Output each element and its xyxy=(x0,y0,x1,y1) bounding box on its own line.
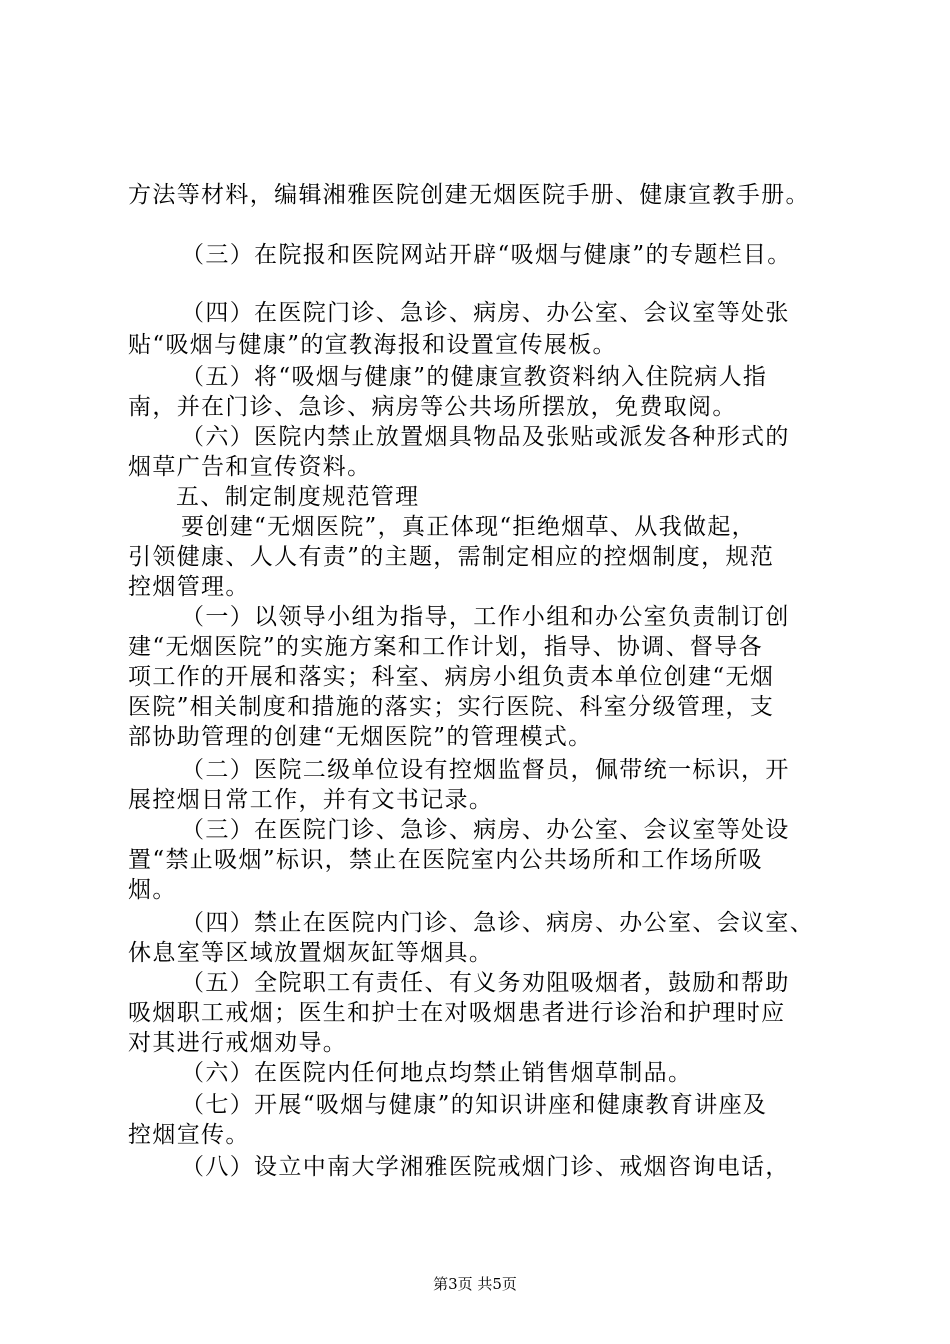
text-line: （六）医院内禁止放置烟具物品及张贴或派发各种形式的 xyxy=(181,424,790,450)
text-line: 建“无烟医院”的实施方案和工作计划，指导、协调、督导各 xyxy=(128,634,763,660)
text-line: （六）在医院内任何地点均禁止销售烟草制品。 xyxy=(181,1060,693,1086)
section-heading: 五、制定制度规范管理 xyxy=(176,484,420,510)
text-line: （五）将“吸烟与健康”的健康宣教资料纳入住院病人指 xyxy=(181,364,768,390)
text-line: （三）在医院门诊、急诊、病房、办公室、会议室等处设 xyxy=(181,817,790,843)
text-line: （八）设立中南大学湘雅医院戒烟门诊、戒烟咨询电话， xyxy=(181,1154,790,1180)
text-line: 烟草广告和宣传资料。 xyxy=(128,454,372,480)
text-line: 对其进行戒烟劝导。 xyxy=(128,1030,348,1056)
text-line: 控烟管理。 xyxy=(128,574,250,600)
text-line: 烟。 xyxy=(128,877,177,903)
text-line: 展控烟日常工作，并有文书记录。 xyxy=(128,787,494,813)
page-number-footer: 第3页 共5页 xyxy=(433,1275,517,1293)
text-line: （四）禁止在医院内门诊、急诊、病房、办公室、会议室、 xyxy=(181,910,815,936)
text-line: 要创建“无烟医院”，真正体现“拒绝烟草、从我做起， xyxy=(181,514,757,540)
text-line: （五）全院职工有责任、有义务劝阻吸烟者，鼓励和帮助 xyxy=(181,970,790,996)
text-line: 项工作的开展和落实；科室、病房小组负责本单位创建“无烟 xyxy=(128,664,775,690)
text-line: 控烟宣传。 xyxy=(128,1122,250,1148)
text-line: （二）医院二级单位设有控烟监督员，佩带统一标识，开 xyxy=(181,757,790,783)
text-line: 吸烟职工戒烟；医生和护士在对吸烟患者进行诊治和护理时应 xyxy=(128,1000,786,1026)
text-line: 医院”相关制度和措施的落实；实行医院、科室分级管理，支 xyxy=(128,694,775,720)
text-line: 部协助管理的创建“无烟医院”的管理模式。 xyxy=(128,724,593,750)
text-line: （四）在医院门诊、急诊、病房、办公室、会议室等处张 xyxy=(181,300,790,326)
text-line: 置“禁止吸烟”标识，禁止在医院室内公共场所和工作场所吸 xyxy=(128,847,763,873)
text-line: （三）在院报和医院网站开辟“吸烟与健康”的专题栏目。 xyxy=(181,242,792,268)
text-line: 南，并在门诊、急诊、病房等公共场所摆放，免费取阅。 xyxy=(128,394,737,420)
text-line: 休息室等区域放置烟灰缸等烟具。 xyxy=(128,940,494,966)
text-line: （七）开展“吸烟与健康”的知识讲座和健康教育讲座及 xyxy=(181,1092,768,1118)
text-line: （一）以领导小组为指导，工作小组和办公室负责制订创 xyxy=(181,604,790,630)
text-line: 贴“吸烟与健康”的宣教海报和设置宣传展板。 xyxy=(128,332,617,358)
text-line: 引领健康、人人有责”的主题，需制定相应的控烟制度，规范 xyxy=(128,544,775,570)
text-line: 方法等材料，编辑湘雅医院创建无烟医院手册、健康宣教手册。 xyxy=(128,182,810,208)
